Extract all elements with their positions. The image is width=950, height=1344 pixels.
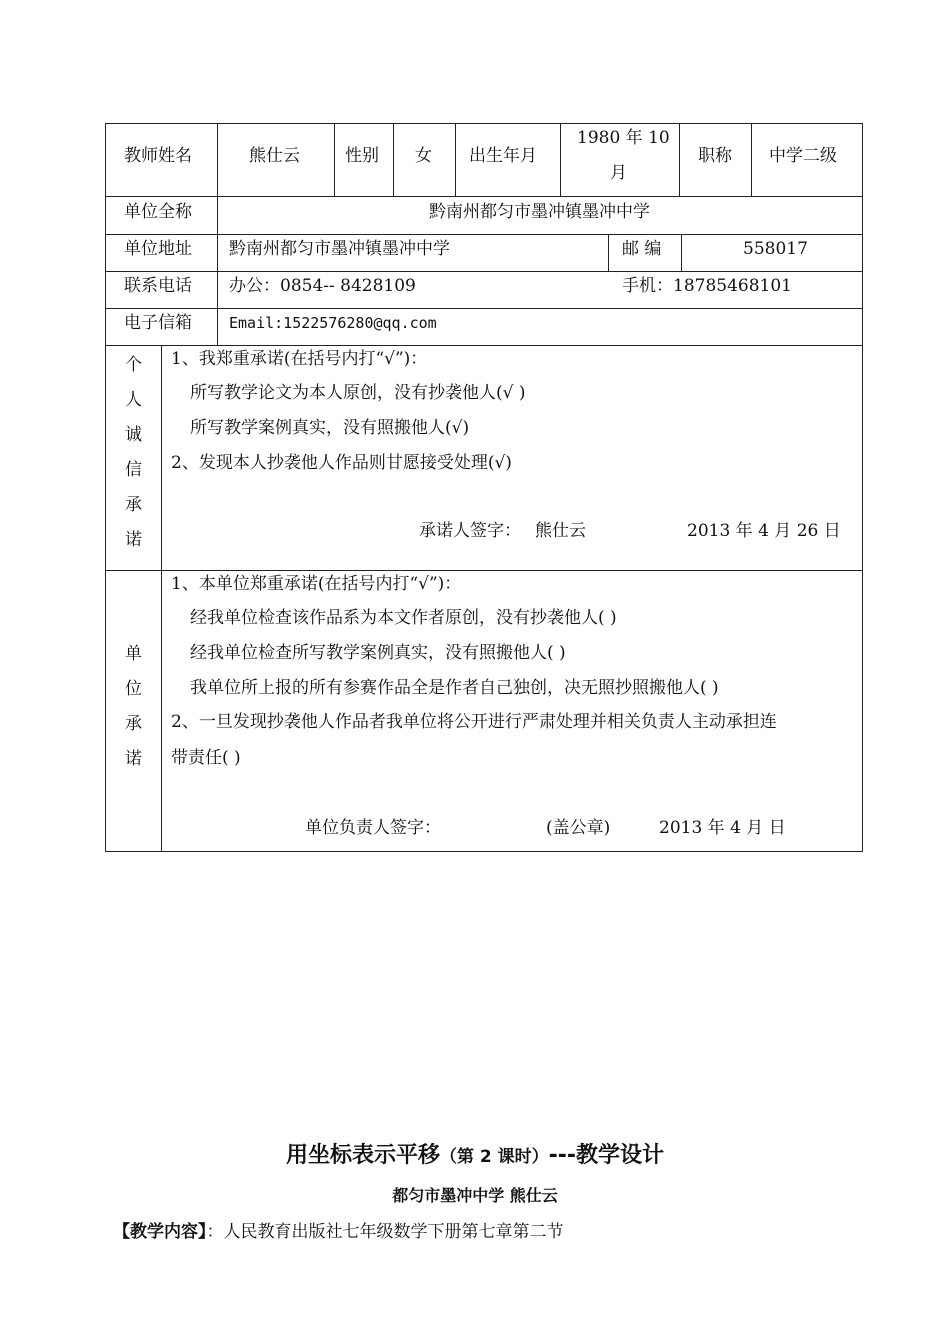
title-label: 职称 [698,146,732,166]
seal-label: (盖公章) [546,818,611,838]
office-phone: 办公：0854-- 8428109 [229,276,416,296]
side-char: 诺 [125,530,142,550]
mobile-phone: 手机：18785468101 [622,276,792,296]
content-text: ：人民教育出版社七年级数学下册第七章第二节 [206,1222,564,1242]
teaching-content [113,1224,564,1241]
title-paren: （第 2 课时） [439,1147,549,1167]
personal-pledge-line: 所写教学案例真实，没有照搬他人(√) [190,418,470,438]
birth-value-line1: 1980 年 10 [577,128,670,148]
side-char: 承 [125,714,142,734]
unit-signature-label: 单位负责人签字： [305,818,441,838]
postcode-value: 558017 [743,239,808,259]
unit-pledge-line: 2、一旦发现抄袭他人作品者我单位将公开进行严肃处理并相关负责人主动承担连 [171,712,777,732]
phone-label: 联系电话 [124,276,192,296]
unit-pledge-line: 经我单位检查所写教学案例真实，没有照搬他人( ) [190,643,566,663]
postcode-label: 邮 编 [622,239,662,259]
birth-label: 出生年月 [469,146,537,166]
address-value: 黔南州都匀市墨冲镇墨冲中学 [229,239,450,259]
side-char: 位 [125,679,142,699]
title-suffix: ---教学设计 [548,1143,665,1168]
side-char: 诺 [125,749,142,769]
personal-pledge-line: 1、我郑重承诺(在括号内打“√”)： [171,349,428,369]
address-label: 单位地址 [124,239,192,259]
personal-pledge-line: 所写教学论文为本人原创，没有抄袭他人(√ ) [190,383,526,403]
pledge-date: 2013 年 4 月 26 日 [687,521,841,541]
document-author: 都匀市墨冲中学 熊仕云 [392,1186,558,1205]
personal-pledge-line: 2、发现本人抄袭他人作品则甘愿接受处理(√) [171,453,512,473]
side-char: 承 [125,495,142,515]
content-label: 【教学内容】 [113,1222,207,1242]
teacher-name-value: 熊仕云 [249,146,300,166]
side-char: 个 [125,355,142,375]
email-label: 电子信箱 [124,313,192,333]
document-title [0,1138,950,1169]
gender-label: 性别 [345,146,379,166]
unit-pledge-line: 经我单位检查该作品系为本文作者原创，没有抄袭他人( ) [190,608,617,628]
unit-pledge-line: 带责任( ) [171,748,241,768]
title-value: 中学二级 [769,146,837,166]
email-value: Email:1522576280@qq.com [229,314,437,332]
teacher-name-label: 教师姓名 [124,146,192,166]
pledger-signature-label: 承诺人签字： [419,521,521,541]
side-char: 人 [125,390,142,410]
unit-name-label: 单位全称 [124,202,192,222]
unit-pledge-line: 我单位所上报的所有参赛作品全是作者自己独创，决无照抄照搬他人( ) [190,678,719,698]
unit-pledge-line: 1、本单位郑重承诺(在括号内打“√”)： [171,574,462,594]
unit-name-value: 黔南州都匀市墨冲镇墨冲中学 [429,202,650,222]
title-main: 用坐标表示平移 [285,1143,440,1168]
pledger-signature: 熊仕云 [535,521,586,541]
unit-pledge-date: 2013 年 4 月 日 [659,818,786,838]
side-char: 单 [125,644,142,664]
birth-value-line2: 月 [610,163,627,183]
side-char: 信 [125,460,142,480]
gender-value: 女 [415,146,432,166]
side-char: 诚 [125,425,142,445]
